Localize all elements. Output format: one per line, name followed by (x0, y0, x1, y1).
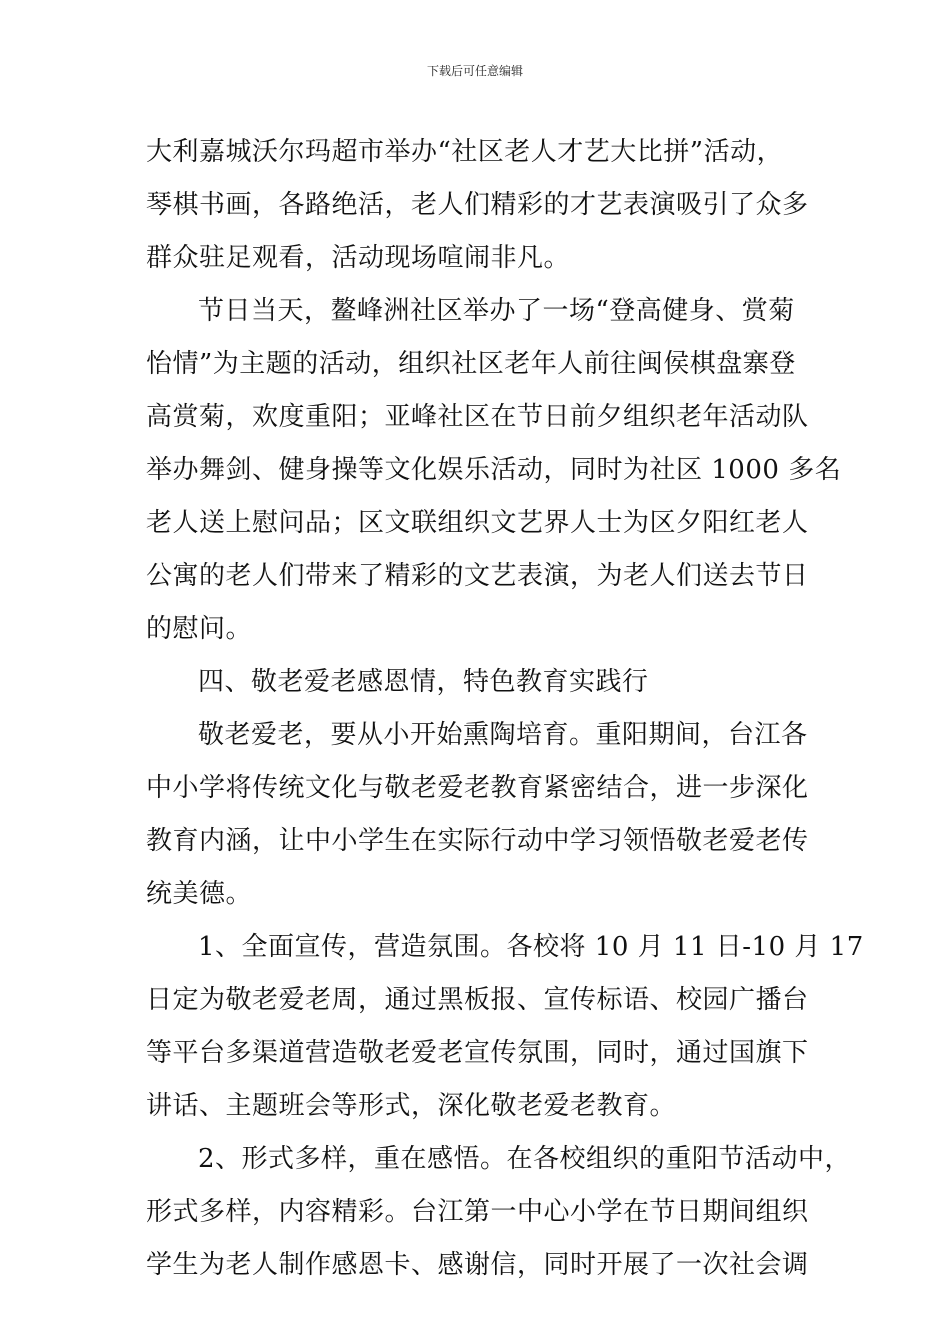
text-line: 举办舞剑、健身操等文化娱乐活动，同时为社区 1000 多名 (146, 455, 842, 485)
text-line: 群众驻足观看，活动现场喧闹非凡。 (146, 243, 571, 273)
text-line: 教育内涵，让中小学生在实际行动中学习领悟敬老爱老传 (146, 826, 809, 856)
text-line: 大利嘉城沃尔玛超市举办“社区老人才艺大比拼”活动， (146, 137, 784, 167)
text-line: 形式多样，内容精彩。台江第一中心小学在节日期间组织 (146, 1197, 809, 1227)
text-line: 琴棋书画，各路绝活，老人们精彩的才艺表演吸引了众多 (146, 190, 809, 220)
text-line: 老人送上慰问品；区文联组织文艺界人士为区夕阳红老人 (146, 508, 809, 538)
paragraph-start-line: 1、全面宣传，营造氛围。各校将 10 月 11 日-10 月 17 (198, 932, 864, 962)
text-line: 讲话、主题班会等形式，深化敬老爱老教育。 (146, 1091, 677, 1121)
paragraph-start-line: 2、形式多样，重在感悟。在各校组织的重阳节活动中， (198, 1144, 852, 1174)
text-line: 统美德。 (146, 879, 253, 909)
text-line: 等平台多渠道营造敬老爱老宣传氛围，同时，通过国旗下 (146, 1038, 809, 1068)
text-line: 高赏菊，欢度重阳；亚峰社区在节日前夕组织老年活动队 (146, 402, 809, 432)
text-line: 中小学将传统文化与敬老爱老教育紧密结合，进一步深化 (146, 773, 809, 803)
text-line: 怡情”为主题的活动，组织社区老年人前往闽侯棋盘寨登 (146, 349, 796, 379)
document-body (146, 126, 864, 1292)
text-line: 日定为敬老爱老周，通过黑板报、宣传标语、校园广播台 (146, 985, 809, 1015)
text-line: 学生为老人制作感恩卡、感谢信，同时开展了一次社会调 (146, 1250, 809, 1280)
text-line: 公寓的老人们带来了精彩的文艺表演，为老人们送去节日 (146, 561, 809, 591)
paragraph-start-line: 敬老爱老，要从小开始熏陶培育。重阳期间，台江各 (198, 720, 808, 750)
section-heading: 四、敬老爱老感恩情，特色教育实践行 (198, 667, 649, 697)
page-header: 下载后可任意编辑 (426, 64, 523, 78)
text-line: 的慰问。 (146, 614, 253, 644)
paragraph-start-line: 节日当天，鳌峰洲社区举办了一场“登高健身、赏菊 (198, 296, 795, 326)
